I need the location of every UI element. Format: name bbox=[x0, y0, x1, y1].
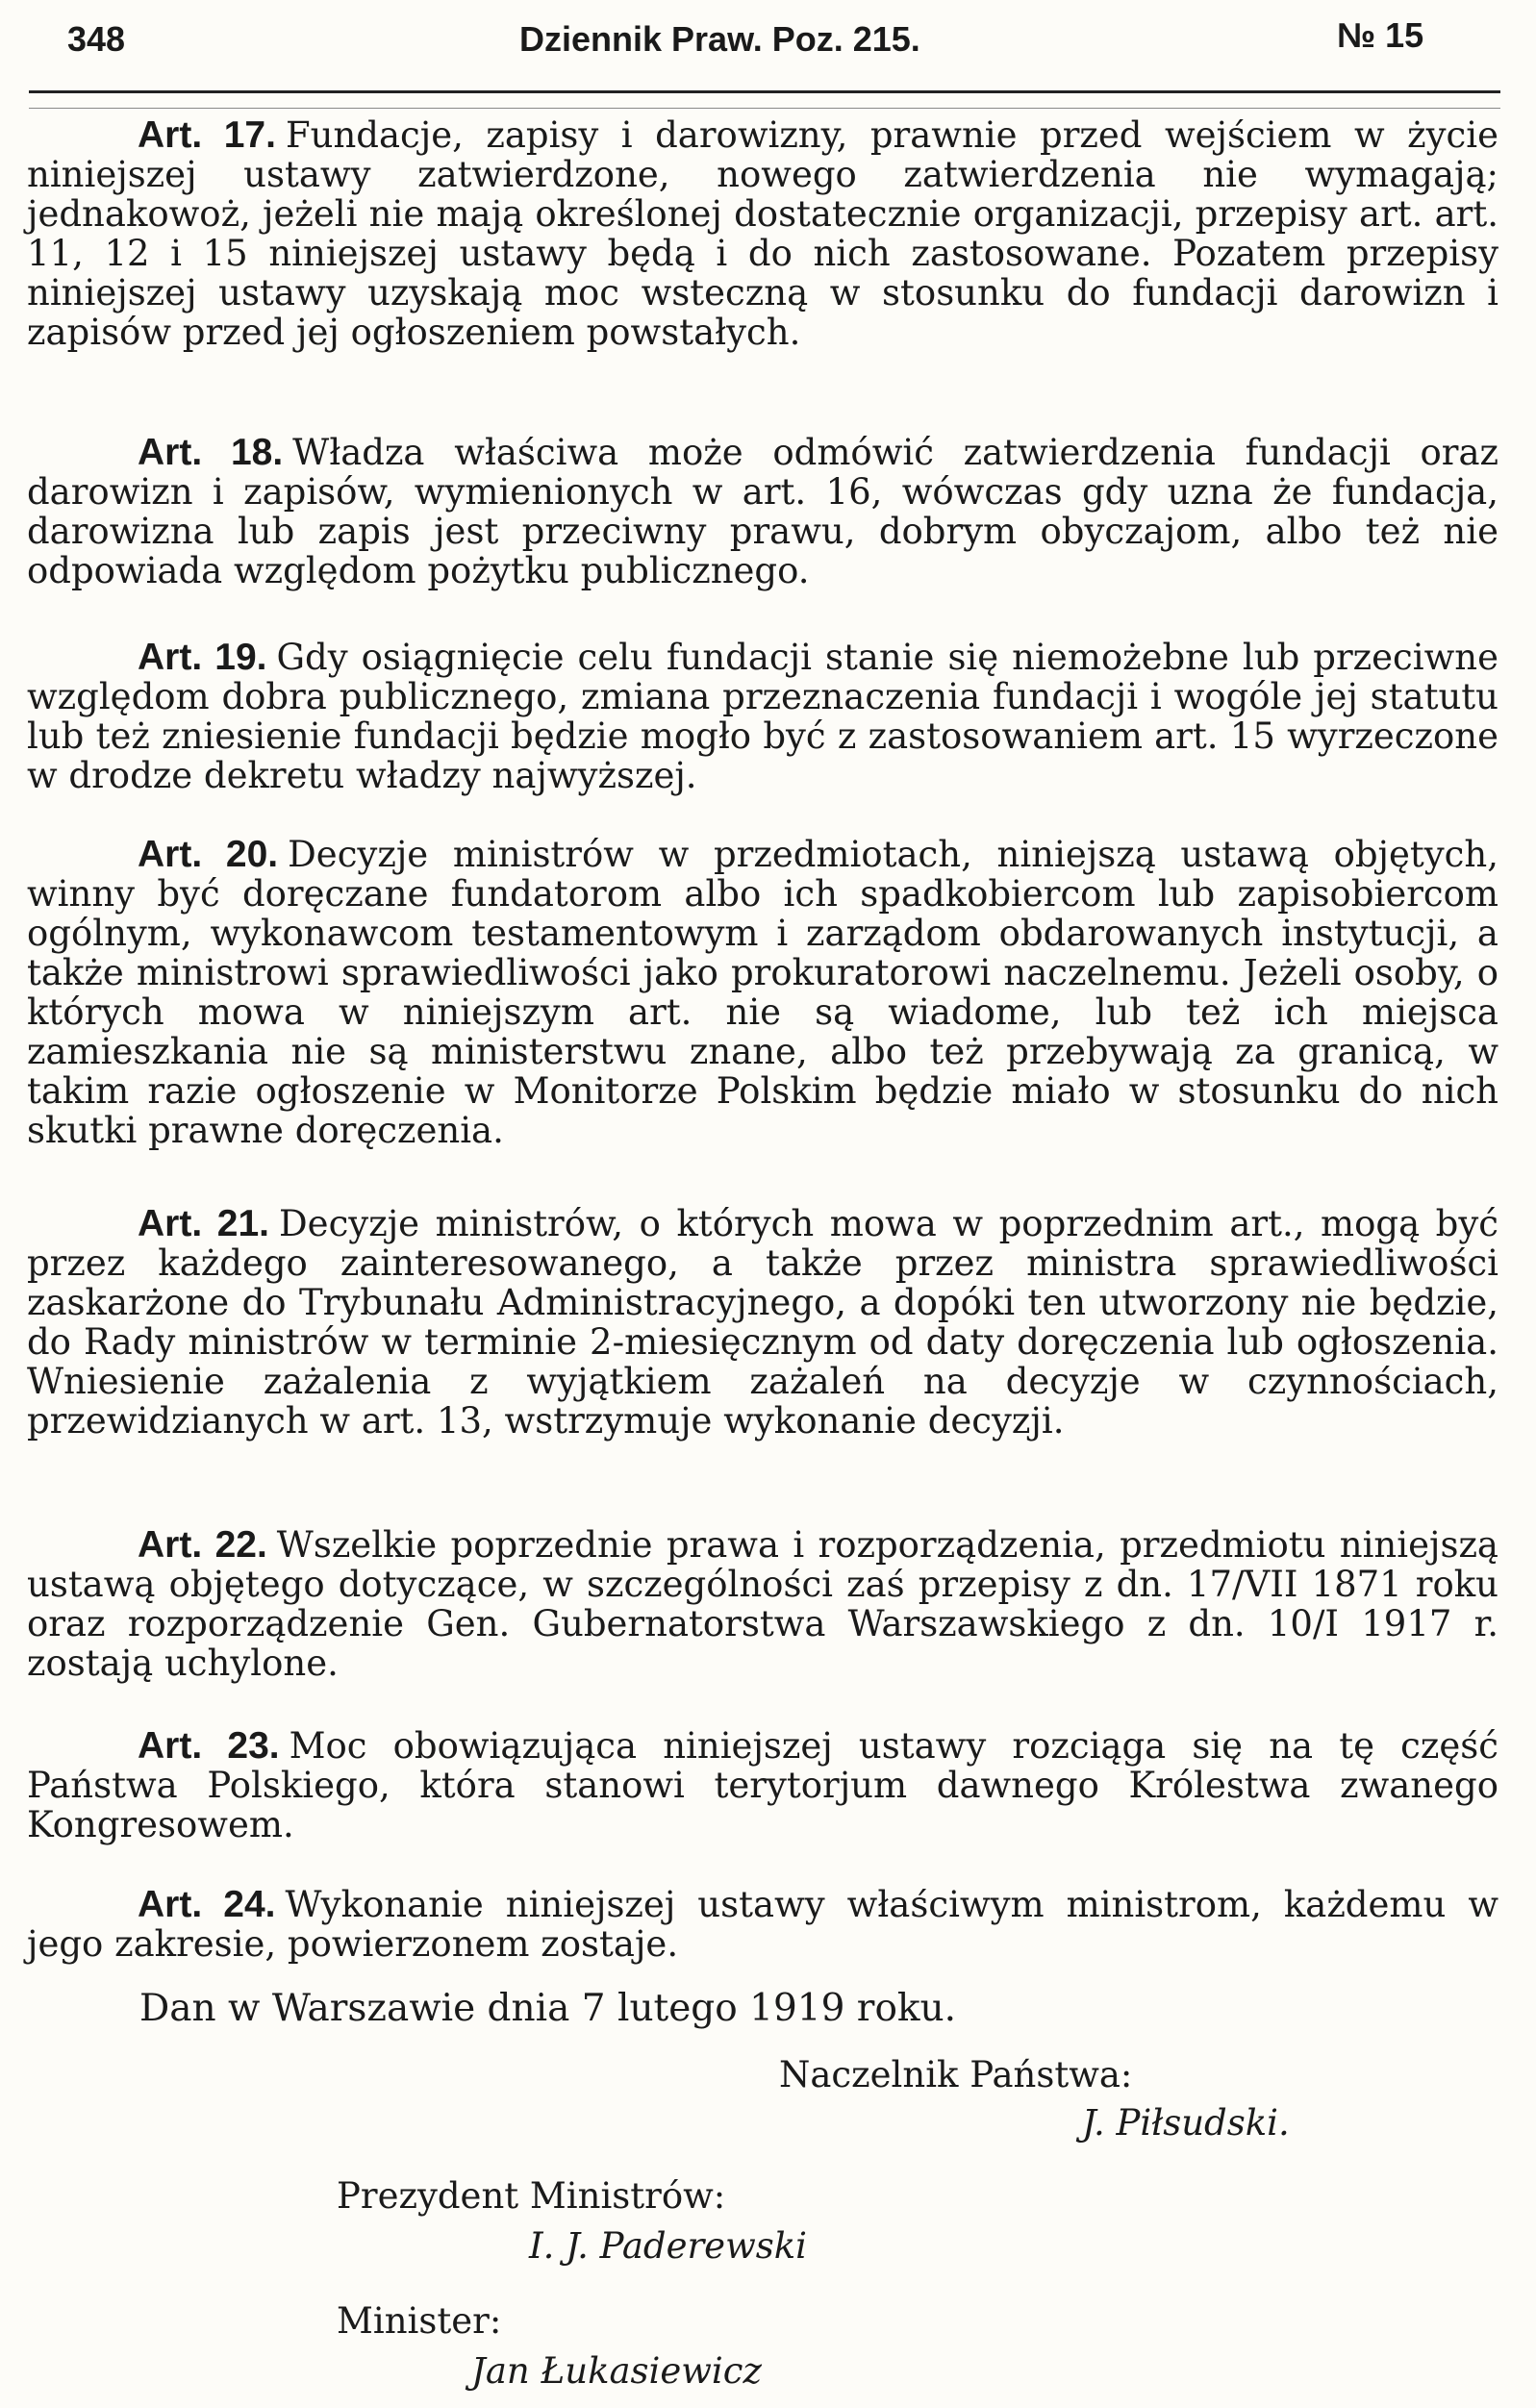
head-of-state-name: J. Piłsudski. bbox=[1082, 2102, 1290, 2144]
article-label: Art. 20. bbox=[138, 834, 279, 875]
article-17 bbox=[27, 115, 1498, 352]
article-label: Art. 17. bbox=[138, 114, 276, 156]
article-21 bbox=[27, 1204, 1498, 1441]
article-text: Fundacje, zapisy i darowizny, prawnie przed wejściem w życie niniejszej ustawy zatwierdzone, nowego zatwierdzenia nie wymagają; jednakowoż, jeżeli nie mają określonej dostatecznie organizacji, przepisy art. art. 11, 12 i 15 niniejszej ustawy będą i do nich zastosowane. Pozatem przepisy niniejszej ustawy uzyskają moc wsteczną w stosunku do fundacji darowizn i zapisów przed jej ogłoszeniem powstałych. bbox=[27, 114, 1498, 353]
header-rule-thin bbox=[29, 108, 1500, 109]
article-label: Art. 23. bbox=[138, 1725, 280, 1767]
article-label: Art. 19. bbox=[138, 637, 267, 678]
article-text: Wszelkie poprzednie prawa i rozporządzenia, przedmiotu niniejszą ustawą objętego dotyczące, w szczególności zaś przepisy z dn. 17/VII 1871 roku oraz rozporządzenie Gen. Gubernatorstwa Warszawskiego z dn. 10/I 1917 r. zostają uchylone. bbox=[27, 1524, 1498, 1684]
article-label: Art. 18. bbox=[138, 432, 284, 473]
issue-number: № 15 bbox=[1337, 15, 1424, 55]
article-20 bbox=[27, 835, 1498, 1150]
page-number: 348 bbox=[67, 19, 126, 59]
article-label: Art. 21. bbox=[138, 1203, 270, 1244]
journal-title: Dziennik Praw. Poz. 215. bbox=[519, 19, 920, 59]
prime-minister-title: Prezydent Ministrów: bbox=[337, 2175, 726, 2217]
header-rule bbox=[29, 90, 1500, 93]
article-text: Władza właściwa może odmówić zatwierdzenia fundacji oraz darowizn i zapisów, wymienionych w art. 16, wówczas gdy uzna że fundacja, darowizna lub zapis jest przeciwny prawu, dobrym obyczajom, albo też nie odpowiada względom pożytku publicznego. bbox=[27, 432, 1498, 591]
page-header bbox=[58, 8, 1510, 65]
article-text: Decyzje ministrów w przedmiotach, niniejszą ustawą objętych, winny być doręczane fundatorom albo ich spadkobiercom lub zapisobiercom ogólnym, wykonawcom testamentowym i zarządom obdarowanych instytucji, a także ministrowi sprawiedliwości jako prokuratorowi naczelnemu. Jeżeli osoby, o których mowa w niniejszym art. nie są wiadome, lub też ich miejsca zamieszkania nie są ministerstwu znane, albo też przebywają za granicą, w takim razie ogłoszenie w Monitorze Polskim będzie miało w stosunku do nich skutki prawne doręczenia. bbox=[27, 834, 1498, 1151]
head-of-state-title: Naczelnik Państwa: bbox=[779, 2054, 1133, 2095]
article-text: Gdy osiągnięcie celu fundacji stanie się niemożebne lub przeciwne względom dobra publicznego, zmiana przeznaczenia fundacji i wogóle jej statutu lub też zniesienie fundacji będzie mogło być z zastosowaniem art. 15 wyrzeczone w drodze dekretu władzy najwyższej. bbox=[27, 637, 1498, 796]
article-19 bbox=[27, 638, 1498, 795]
article-22 bbox=[27, 1525, 1498, 1683]
article-18 bbox=[27, 433, 1498, 590]
dated-line: Dan w Warszawie dnia 7 lutego 1919 roku. bbox=[139, 1987, 957, 2030]
article-text: Moc obowiązująca niniejszej ustawy rozciąga się na tę część Państwa Polskiego, która stanowi terytorjum dawnego Królestwa zwanego Kongresowem. bbox=[27, 1725, 1499, 1845]
article-text: Wykonanie niniejszej ustawy właściwym ministrom, każdemu w jego zakresie, powierzonem zostaje. bbox=[27, 1884, 1498, 1965]
article-text: Decyzje ministrów, o których mowa w poprzednim art., mogą być przez każdego zainteresowanego, a także przez ministra sprawiedliwości zaskarżone do Trybunału Administracyjnego, a dopóki ten utworzony nie będzie, do Rady ministrów w terminie 2-miesięcznym od daty doręczenia lub ogłoszenia. Wniesienie zażalenia z wyjątkiem zażaleń na decyzje w czynnościach, przewidzianych w art. 13, wstrzymuje wykonanie decyzji. bbox=[27, 1203, 1498, 1442]
article-24 bbox=[27, 1885, 1498, 1964]
minister-title: Minister: bbox=[337, 2300, 502, 2342]
article-23 bbox=[27, 1726, 1498, 1844]
prime-minister-name: I. J. Paderewski bbox=[529, 2225, 807, 2267]
article-label: Art. 24. bbox=[138, 1884, 276, 1925]
minister-name: Jan Łukasiewicz bbox=[471, 2350, 762, 2392]
article-label: Art. 22. bbox=[138, 1524, 267, 1566]
